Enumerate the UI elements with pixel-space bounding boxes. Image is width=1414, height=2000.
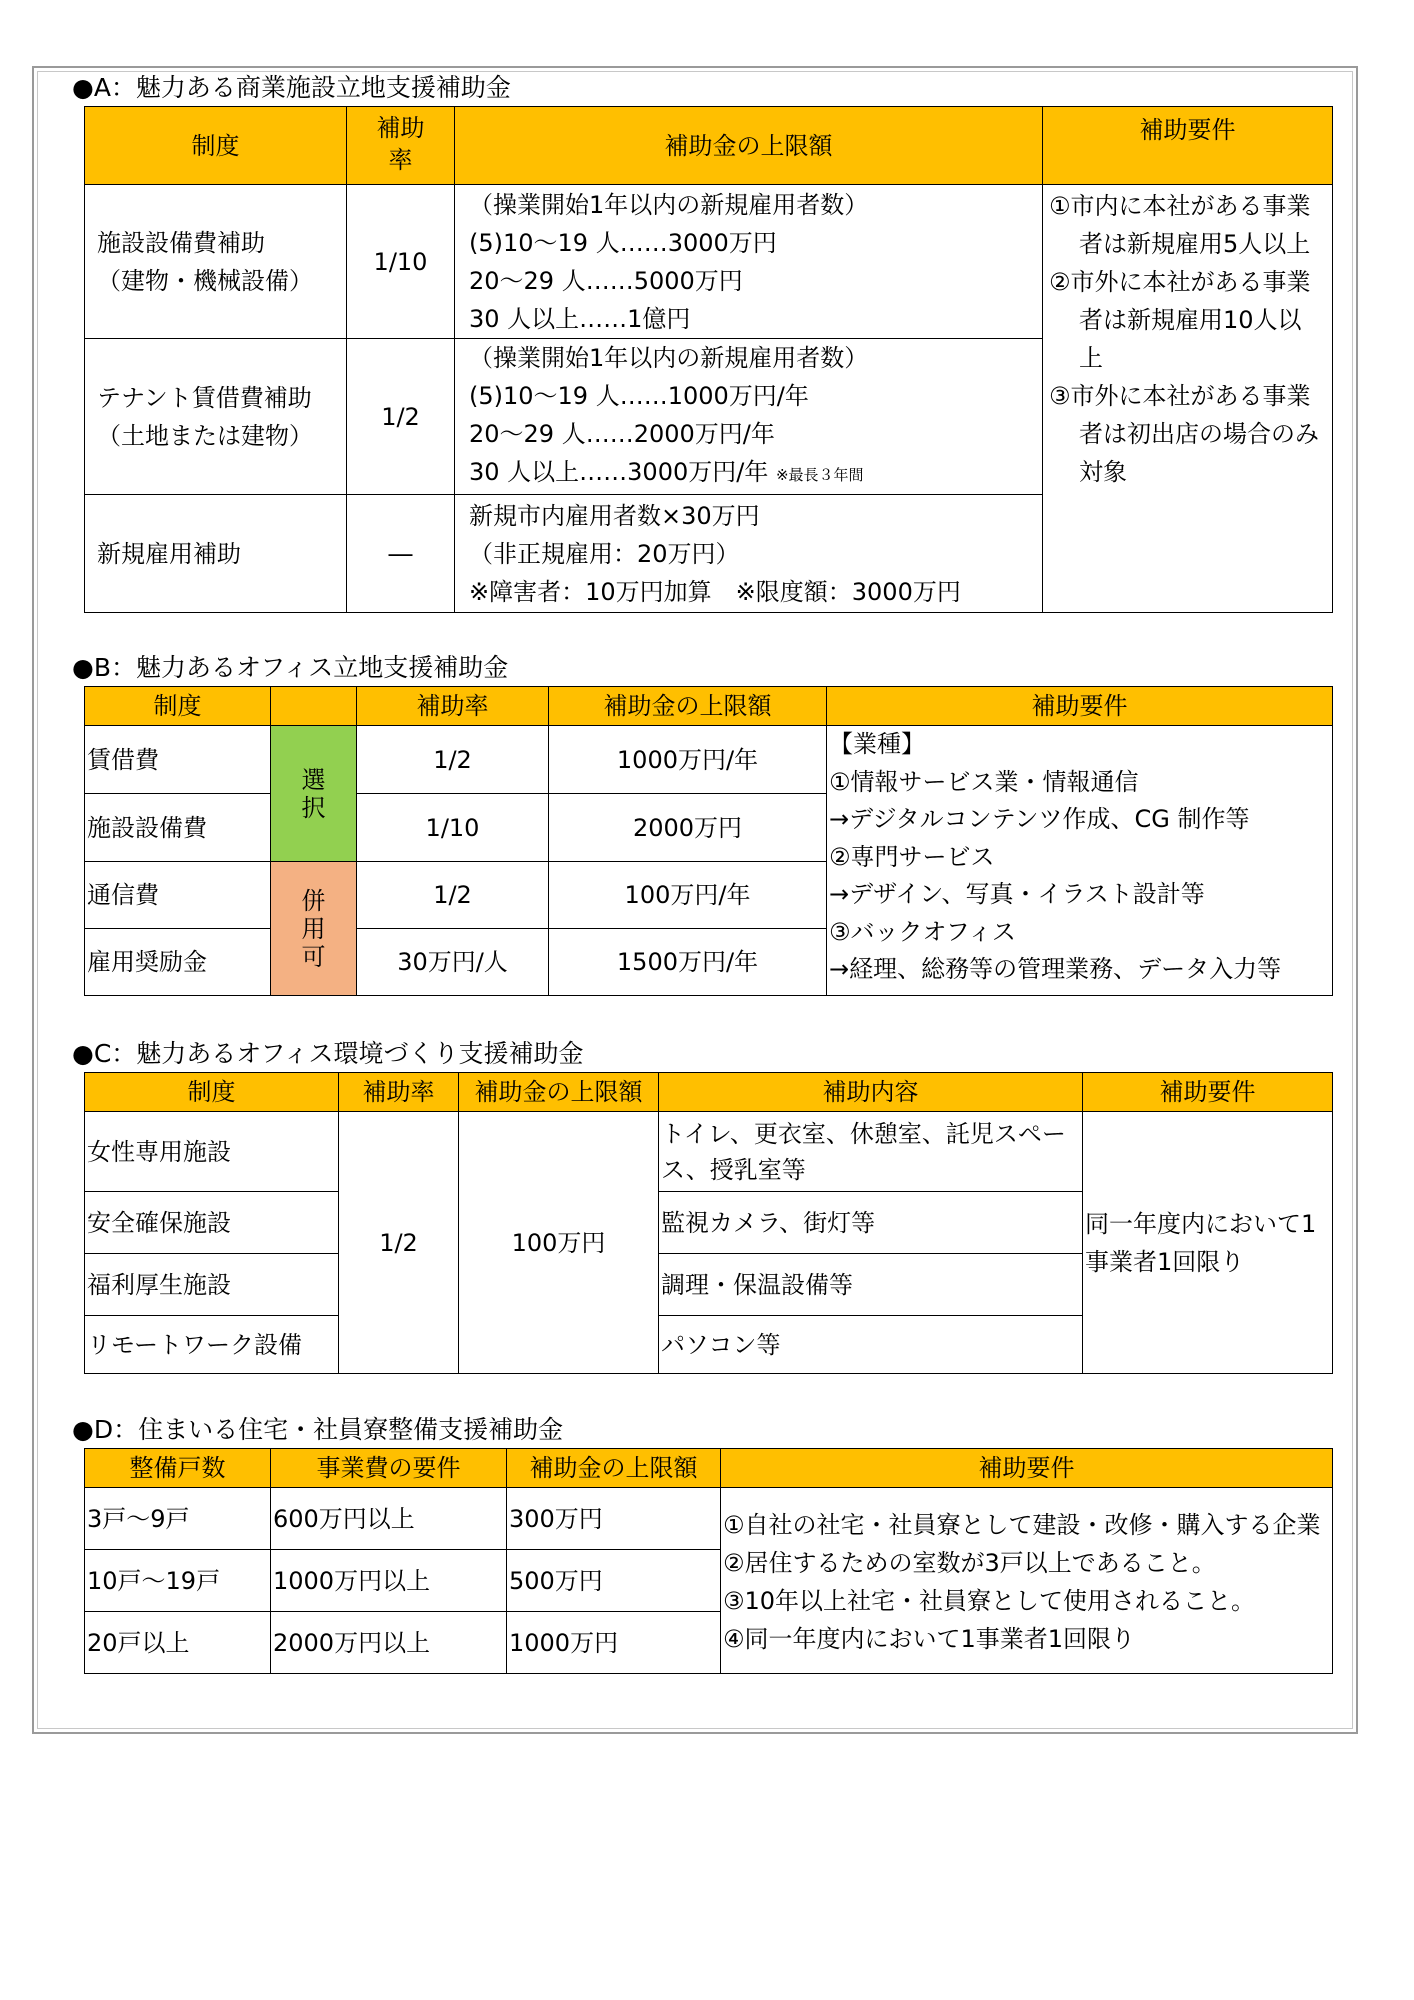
- b-row4-limit: 1500万円/年: [549, 929, 827, 996]
- b-row3-name: 通信費: [85, 862, 271, 929]
- d-header-units: 整備戸数: [85, 1449, 271, 1488]
- a-row1-name: 施設設備費補助 （建物・機械設備）: [85, 185, 347, 339]
- a-row1-rate: 1/10: [347, 185, 455, 339]
- section-c-title: ●C：魅力あるオフィス環境づくり支援補助金: [72, 1039, 584, 1068]
- c-row2-content: 監視カメラ、街灯等: [659, 1192, 1083, 1254]
- a-row2-rate: 1/2: [347, 339, 455, 495]
- section-a-table: [84, 106, 1333, 613]
- d-header-cost: 事業費の要件: [271, 1449, 507, 1488]
- b-row3-rate: 1/2: [357, 862, 549, 929]
- b-header-system: 制度: [85, 687, 271, 726]
- a-header-rate: 補助率: [347, 107, 455, 185]
- section-b-title: ●B：魅力あるオフィス立地支援補助金: [72, 653, 509, 682]
- b-row4-rate: 30万円/人: [357, 929, 549, 996]
- c-row2-name: 安全確保施設: [85, 1192, 339, 1254]
- d-row2-cost: 1000万円以上: [271, 1550, 507, 1612]
- a-row2-note: ※最長３年間: [775, 466, 864, 484]
- c-limit: 100万円: [459, 1112, 659, 1374]
- d-row2-units: 10戸～19戸: [85, 1550, 271, 1612]
- a-row3-name: 新規雇用補助: [85, 495, 347, 613]
- c-row4-content: パソコン等: [659, 1316, 1083, 1374]
- a-row3-rate: ―: [347, 495, 455, 613]
- b-row2-name: 施設設備費: [85, 794, 271, 862]
- b-row1-limit: 1000万円/年: [549, 726, 827, 794]
- d-row3-cost: 2000万円以上: [271, 1612, 507, 1674]
- b-requirements: 【業種】 ①情報サービス業・情報通信 →デジタルコンテンツ作成、CG 制作等 ②専門サービス →デザイン、写真・イラスト設計等 ③バックオフィス →経理、総務等の管理業務、データ入力等: [827, 726, 1333, 996]
- d-row2-limit: 500万円: [507, 1550, 721, 1612]
- a-row2-limit: （操業開始1年以内の新規雇用者数） (5)10～19 人……1000万円/年 20～29 人……2000万円/年 30 人以上……3000万円/年 ※最長３年間: [455, 339, 1043, 495]
- a-row1-limit: （操業開始1年以内の新規雇用者数） (5)10～19 人……3000万円 20～29 人……5000万円 30 人以上……1億円: [455, 185, 1043, 339]
- a-requirements: ①市内に本社がある事業者は新規雇用5人以上 ②市外に本社がある事業者は新規雇用10人以上 ③市外に本社がある事業者は初出店の場合のみ対象: [1043, 185, 1333, 613]
- c-header-rate: 補助率: [339, 1073, 459, 1112]
- b-header-blank: [271, 687, 357, 726]
- d-header-limit: 補助金の上限額: [507, 1449, 721, 1488]
- section-b-table: [84, 686, 1333, 996]
- b-row1-name: 賃借費: [85, 726, 271, 794]
- d-requirements: ①自社の社宅・社員寮として建設・改修・購入する企業 ②居住するための室数が3戸以上であること。 ③10年以上社宅・社員寮として使用されること。 ④同一年度内において1事業者1回限り: [721, 1488, 1333, 1674]
- a-header-limit: 補助金の上限額: [455, 107, 1043, 185]
- a-header-system: 制度: [85, 107, 347, 185]
- b-row2-limit: 2000万円: [549, 794, 827, 862]
- d-row1-limit: 300万円: [507, 1488, 721, 1550]
- c-header-system: 制度: [85, 1073, 339, 1112]
- d-row1-cost: 600万円以上: [271, 1488, 507, 1550]
- d-row3-limit: 1000万円: [507, 1612, 721, 1674]
- b-header-requirements: 補助要件: [827, 687, 1333, 726]
- b-combo-badge: 併用可: [271, 862, 357, 996]
- c-requirement: 同一年度内において1事業者1回限り: [1083, 1112, 1333, 1374]
- d-row1-units: 3戸～9戸: [85, 1488, 271, 1550]
- section-d-table: [84, 1448, 1333, 1674]
- c-row1-name: 女性専用施設: [85, 1112, 339, 1192]
- section-c-table: [84, 1072, 1333, 1374]
- c-row4-name: リモートワーク設備: [85, 1316, 339, 1374]
- c-header-limit: 補助金の上限額: [459, 1073, 659, 1112]
- b-header-limit: 補助金の上限額: [549, 687, 827, 726]
- b-row2-rate: 1/10: [357, 794, 549, 862]
- c-row3-content: 調理・保温設備等: [659, 1254, 1083, 1316]
- b-header-rate: 補助率: [357, 687, 549, 726]
- c-row3-name: 福利厚生施設: [85, 1254, 339, 1316]
- a-row2-name: テナント賃借費補助 （土地または建物）: [85, 339, 347, 495]
- d-row3-units: 20戸以上: [85, 1612, 271, 1674]
- a-header-requirements: 補助要件: [1043, 107, 1333, 185]
- c-row1-content: トイレ、更衣室、休憩室、託児スペース、授乳室等: [659, 1112, 1083, 1192]
- d-header-requirements: 補助要件: [721, 1449, 1333, 1488]
- section-a-title: ●A：魅力ある商業施設立地支援補助金: [72, 73, 511, 102]
- b-row3-limit: 100万円/年: [549, 862, 827, 929]
- b-select-badge: 選択: [271, 726, 357, 862]
- b-row4-name: 雇用奨励金: [85, 929, 271, 996]
- a-row3-limit: 新規市内雇用者数×30万円 （非正規雇用：20万円） ※障害者：10万円加算 ※限度額：3000万円: [455, 495, 1043, 613]
- section-d-title: ●D：住まいる住宅・社員寮整備支援補助金: [72, 1415, 564, 1444]
- c-header-requirements: 補助要件: [1083, 1073, 1333, 1112]
- b-row1-rate: 1/2: [357, 726, 549, 794]
- c-header-content: 補助内容: [659, 1073, 1083, 1112]
- c-rate: 1/2: [339, 1112, 459, 1374]
